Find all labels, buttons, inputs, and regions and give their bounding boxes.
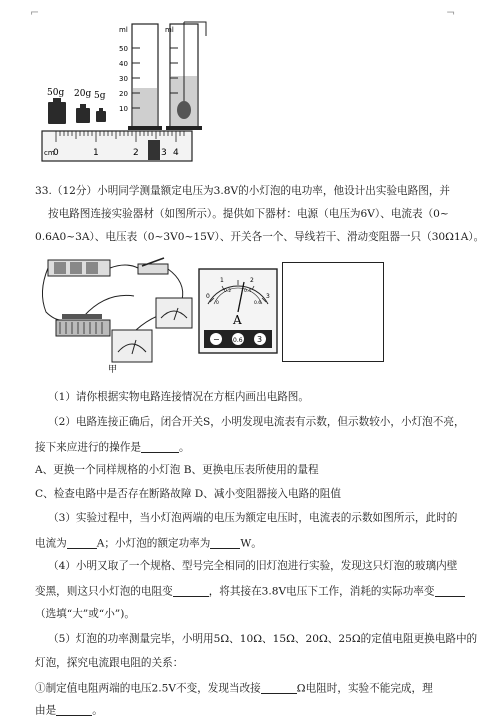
weight-5g-knob (99, 108, 103, 112)
q33-part-3-seg-1: 电流为 (35, 537, 67, 550)
corner-mark-right: ¬ (446, 6, 456, 19)
answer-blank-power[interactable] (210, 537, 240, 549)
cyl1-tick-10: 10 (119, 105, 128, 113)
q33-part-4-line-1: （4）小明又取了一个规格、型号完全相同的旧灯泡进行实验，发现这只灯泡的玻璃内壁 (48, 560, 458, 572)
weight-label-50g: 50g (47, 88, 65, 98)
answer-blank-ohm[interactable] (261, 682, 297, 694)
weight-50g (48, 102, 66, 124)
voltmeter-device (156, 298, 192, 328)
circuit-physical-figure (36, 252, 196, 374)
q33-line-1: 33.（12分）小明同学测量额定电压为3.8V的小灯泡的电功率，他设计出实验电路图，并 (35, 185, 451, 197)
q33-part-3-line-1: （3）实验过程中，当小灯泡两端的电压为额定电压时，电流表的示数如图所示，此时的 (48, 512, 458, 524)
cyl1-tick-30: 30 (119, 75, 128, 83)
q33-part-5-line-2: 灯泡，探究电流跟电阻的关系： (35, 657, 184, 669)
figure-label-jia: 甲 (108, 365, 118, 374)
circuit-drawing-box (282, 262, 384, 362)
terminal-minus: − (213, 335, 220, 344)
q33-part-5-seg-4: 。 (92, 704, 103, 717)
dial-outer-1: 1 (220, 277, 224, 284)
q33-part-5-line-1: （5）灯泡的功率测量完毕，小明用5Ω、10Ω、15Ω、20Ω、25Ω的定值电阻更换电路中的 (48, 633, 478, 645)
weight-label-20g: 20g (74, 89, 92, 99)
weights-group (47, 88, 106, 124)
q33-part-5-seg-3: 由是 (35, 704, 57, 717)
switch (138, 258, 168, 274)
ruler-tick-2: 2 (133, 148, 139, 158)
q33-part-3-line-2 (35, 537, 262, 549)
cyl1-tick-50: 50 (119, 45, 128, 53)
q33-part-4-line-3: （选填“大”或“小”)。 (35, 608, 135, 620)
dial-outer-2: 2 (250, 277, 254, 284)
ammeter-dial-figure (198, 268, 278, 354)
dial-inner-3: 0.6 (254, 301, 262, 306)
terminal-3: 3 (257, 335, 263, 344)
ruler (42, 131, 192, 161)
ruler-tick-4: 4 (173, 148, 179, 158)
q33-line-2: 按电路图连接实验器材（如图所示）。提供如下器材：电源（电压为6V）、电流表（0~ (48, 208, 449, 220)
q33-part-4-seg-1: 变黑，则这只小灯泡的电阻变 (35, 585, 173, 598)
answer-blank-current[interactable] (67, 537, 97, 549)
corner-mark-left: ⌐ (30, 6, 40, 19)
q33-part-4-seg-2: ，将其接在3.8V电压下工作，消耗的实际功率变 (208, 585, 435, 598)
cylinder-1-unit: ml (119, 26, 128, 34)
q33-part-4-line-2 (35, 585, 465, 597)
dial-inner-1: 0.2 (224, 289, 232, 294)
balance-cylinder-ruler-figure (36, 18, 226, 170)
q33-part-2-line-2 (35, 441, 190, 453)
cyl1-tick-20: 20 (119, 90, 128, 98)
dial-unit-letter: A (233, 313, 242, 327)
dial-inner-0: 0 (216, 301, 219, 306)
ruler-tick-0: 0 (53, 148, 59, 158)
answer-blank-resistance[interactable] (173, 585, 209, 597)
q33-option-ab: A、更换一个同样规格的小灯泡 B、更换电压表所使用的量程 (35, 464, 319, 476)
q33-part-5-line-3 (35, 682, 433, 694)
weight-20g-knob (80, 104, 86, 109)
q33-line-3: 0.6A0~3A）、电压表（0~3V0~15V）、开关各一个、导线若干、滑动变阻器一只（30Ω1A）。 (35, 231, 485, 243)
terminal-0-6: 0.6 (233, 337, 243, 344)
q33-part-5-seg-1: ①制定值电阻两端的电压2.5V不变，发现当改接 (35, 682, 261, 695)
dial-outer-0: 0 (206, 293, 210, 300)
answer-blank-reason[interactable] (56, 704, 92, 716)
dial-inner-2: 0.4 (244, 289, 252, 294)
q33-option-cd: C、检查电路中是否存在断路故障 D、减小变阻器接入电路的阻值 (35, 488, 341, 500)
q33-part-3-seg-2: A；小灯泡的额定功率为 (96, 537, 211, 550)
ruler-tick-1: 1 (93, 148, 99, 158)
graduated-cylinder-1 (119, 24, 162, 130)
answer-blank-2[interactable] (141, 441, 179, 453)
cylinder-2-unit: ml (165, 26, 174, 34)
graduated-cylinder-2 (165, 22, 206, 130)
q33-part-2-line-1: （2）电路连接正确后，闭合开关S，小明发现电流表有示数，但示数较小，小灯泡不亮， (48, 416, 465, 428)
q33-part-2-end: 。 (178, 441, 190, 454)
answer-blank-actual-power[interactable] (435, 585, 465, 597)
q33-part-3-seg-3: W。 (240, 537, 262, 550)
weight-50g-knob (53, 98, 61, 103)
dial-outer-3: 3 (266, 293, 270, 300)
cyl1-tick-40: 40 (119, 60, 128, 68)
weight-20g (76, 108, 90, 123)
q33-part-5-line-4 (35, 704, 103, 716)
ruler-unit: cm (44, 149, 55, 157)
q33-part-2-prompt: 接下来应进行的操作是 (35, 441, 141, 454)
q33-part-1: （1）请你根据实物电路连接情况在方框内画出电路图。 (48, 391, 309, 403)
weight-5g (96, 111, 106, 122)
ruler-object (148, 140, 160, 160)
q33-part-5-seg-2: Ω电阻时，实验不能完成，理 (296, 682, 433, 695)
ruler-tick-3: 3 (161, 148, 167, 158)
rheostat (56, 314, 110, 336)
ammeter-device (112, 330, 152, 362)
weight-label-5g: 5g (94, 91, 106, 101)
